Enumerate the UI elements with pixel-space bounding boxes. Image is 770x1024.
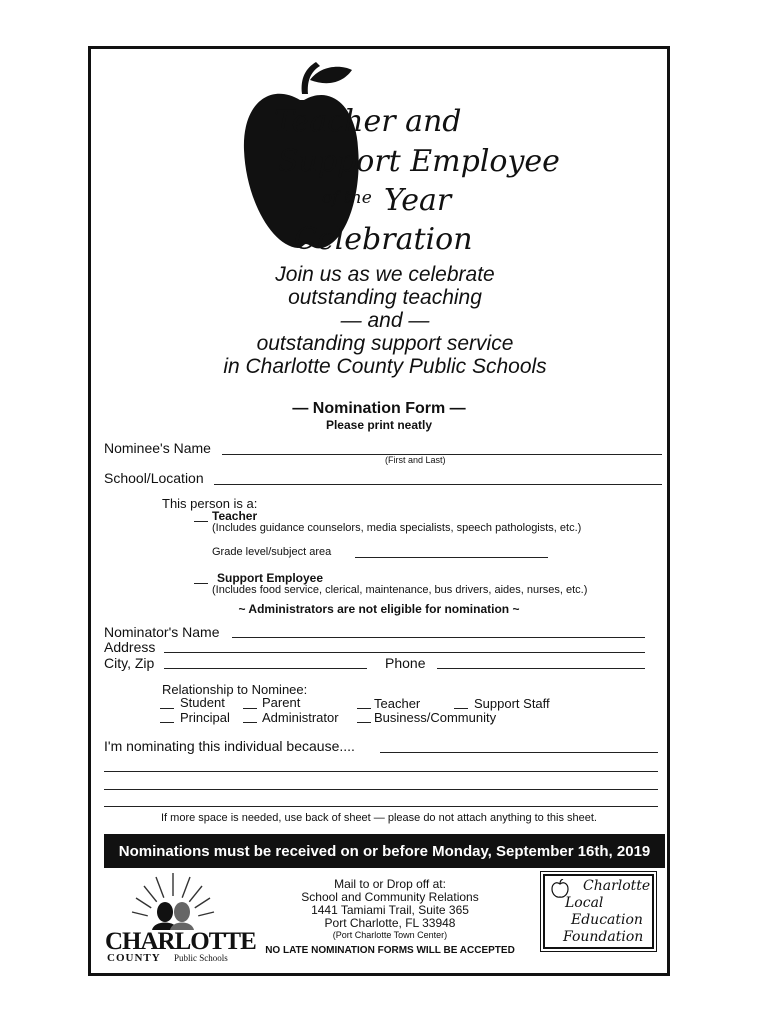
support-staff-label: Support Staff	[474, 696, 550, 711]
support-checkbox[interactable]	[194, 583, 208, 584]
school-label: School/Location	[104, 470, 204, 486]
nominator-label: Nominator's Name	[104, 624, 220, 640]
because-field-3[interactable]	[104, 789, 658, 790]
support-label: Support Employee	[217, 571, 324, 585]
foundation-line-4: Foundation	[563, 929, 644, 945]
teacher-label: Teacher	[212, 509, 258, 523]
ccps-sub: Public Schools	[174, 953, 228, 963]
address-field[interactable]	[164, 652, 645, 653]
because-field-2[interactable]	[104, 771, 658, 772]
student-checkbox[interactable]	[160, 708, 174, 709]
form-title: — Nomination Form —	[292, 400, 466, 417]
cityzip-label: City, Zip	[104, 655, 155, 671]
ccps-county: COUNTY	[107, 952, 161, 964]
support-note: (Includes food service, clerical, maintenance, bus drivers, aides, nurses, etc.)	[212, 584, 588, 596]
title-line-4: Celebration	[294, 222, 473, 257]
mail-line-5: (Port Charlotte Town Center)	[332, 930, 448, 940]
nominee-label: Nominee's Name	[104, 440, 211, 456]
celebrate-line-3: — and —	[340, 309, 430, 332]
late-note: NO LATE NOMINATION FORMS WILL BE ACCEPTED	[265, 945, 515, 956]
foundation-logo	[543, 874, 654, 949]
address-label: Address	[104, 639, 156, 655]
support-staff-checkbox[interactable]	[454, 708, 468, 709]
parent-checkbox[interactable]	[243, 708, 257, 709]
celebrate-line-5: in Charlotte County Public Schools	[223, 355, 547, 378]
ccps-name: CHARLOTTE	[105, 928, 256, 955]
foundation-line-3: Education	[571, 912, 643, 928]
parent-label: Parent	[262, 695, 301, 710]
title-of-the: of the	[322, 188, 372, 208]
celebrate-line-1: Join us as we celebrate	[275, 263, 495, 286]
teacher-rel-label: Teacher	[374, 696, 421, 711]
student-label: Student	[180, 695, 225, 710]
foundation-line-2: Local	[565, 895, 604, 911]
because-field-1[interactable]	[380, 752, 658, 753]
admin-note: ~ Administrators are not eligible for nomination ~	[238, 602, 520, 616]
grade-label: Grade level/subject area	[212, 546, 332, 558]
title-line-2: Support Employee	[278, 144, 560, 179]
grade-field[interactable]	[355, 557, 548, 558]
mail-line-4: Port Charlotte, FL 33948	[324, 916, 456, 930]
mail-line-3: 1441 Tamiami Trail, Suite 365	[311, 903, 469, 917]
deadline-banner: Nominations must be received on or before Monday, September 16th, 2019	[104, 834, 665, 868]
because-field-4[interactable]	[104, 806, 658, 807]
because-label: I'm nominating this individual because....	[104, 738, 355, 754]
school-location-field[interactable]	[214, 484, 662, 485]
nominee-hint: (First and Last)	[385, 455, 446, 465]
foundation-line-1: Charlotte	[583, 878, 651, 894]
phone-field[interactable]	[437, 668, 645, 669]
celebrate-line-4: outstanding support service	[256, 332, 514, 355]
title-line-3: Year	[384, 183, 452, 218]
title-line-1: Teacher and	[274, 104, 462, 139]
teacher-checkbox[interactable]	[194, 521, 208, 522]
person-is-label: This person is a:	[162, 496, 258, 511]
teacher-rel-checkbox[interactable]	[357, 708, 371, 709]
mail-line-1: Mail to or Drop off at:	[334, 877, 446, 891]
principal-label: Principal	[180, 710, 230, 725]
nominator-name-field[interactable]	[232, 637, 645, 638]
sunburst-logo	[128, 872, 218, 930]
form-subtitle: Please print neatly	[325, 418, 433, 432]
principal-checkbox[interactable]	[160, 722, 174, 723]
celebrate-line-2: outstanding teaching	[288, 286, 482, 309]
more-space-note: If more space is needed, use back of sheet — please do not attach anything to this sheet.	[161, 812, 597, 824]
business-checkbox[interactable]	[357, 722, 371, 723]
cityzip-field[interactable]	[164, 668, 367, 669]
mail-line-2: School and Community Relations	[301, 890, 479, 904]
teacher-note: (Includes guidance counselors, media specialists, speech pathologists, etc.)	[212, 522, 582, 534]
phone-label: Phone	[385, 655, 426, 671]
business-label: Business/Community	[374, 710, 497, 725]
administrator-label: Administrator	[262, 710, 339, 725]
relationship-label: Relationship to Nominee:	[162, 682, 308, 697]
administrator-checkbox[interactable]	[243, 722, 257, 723]
